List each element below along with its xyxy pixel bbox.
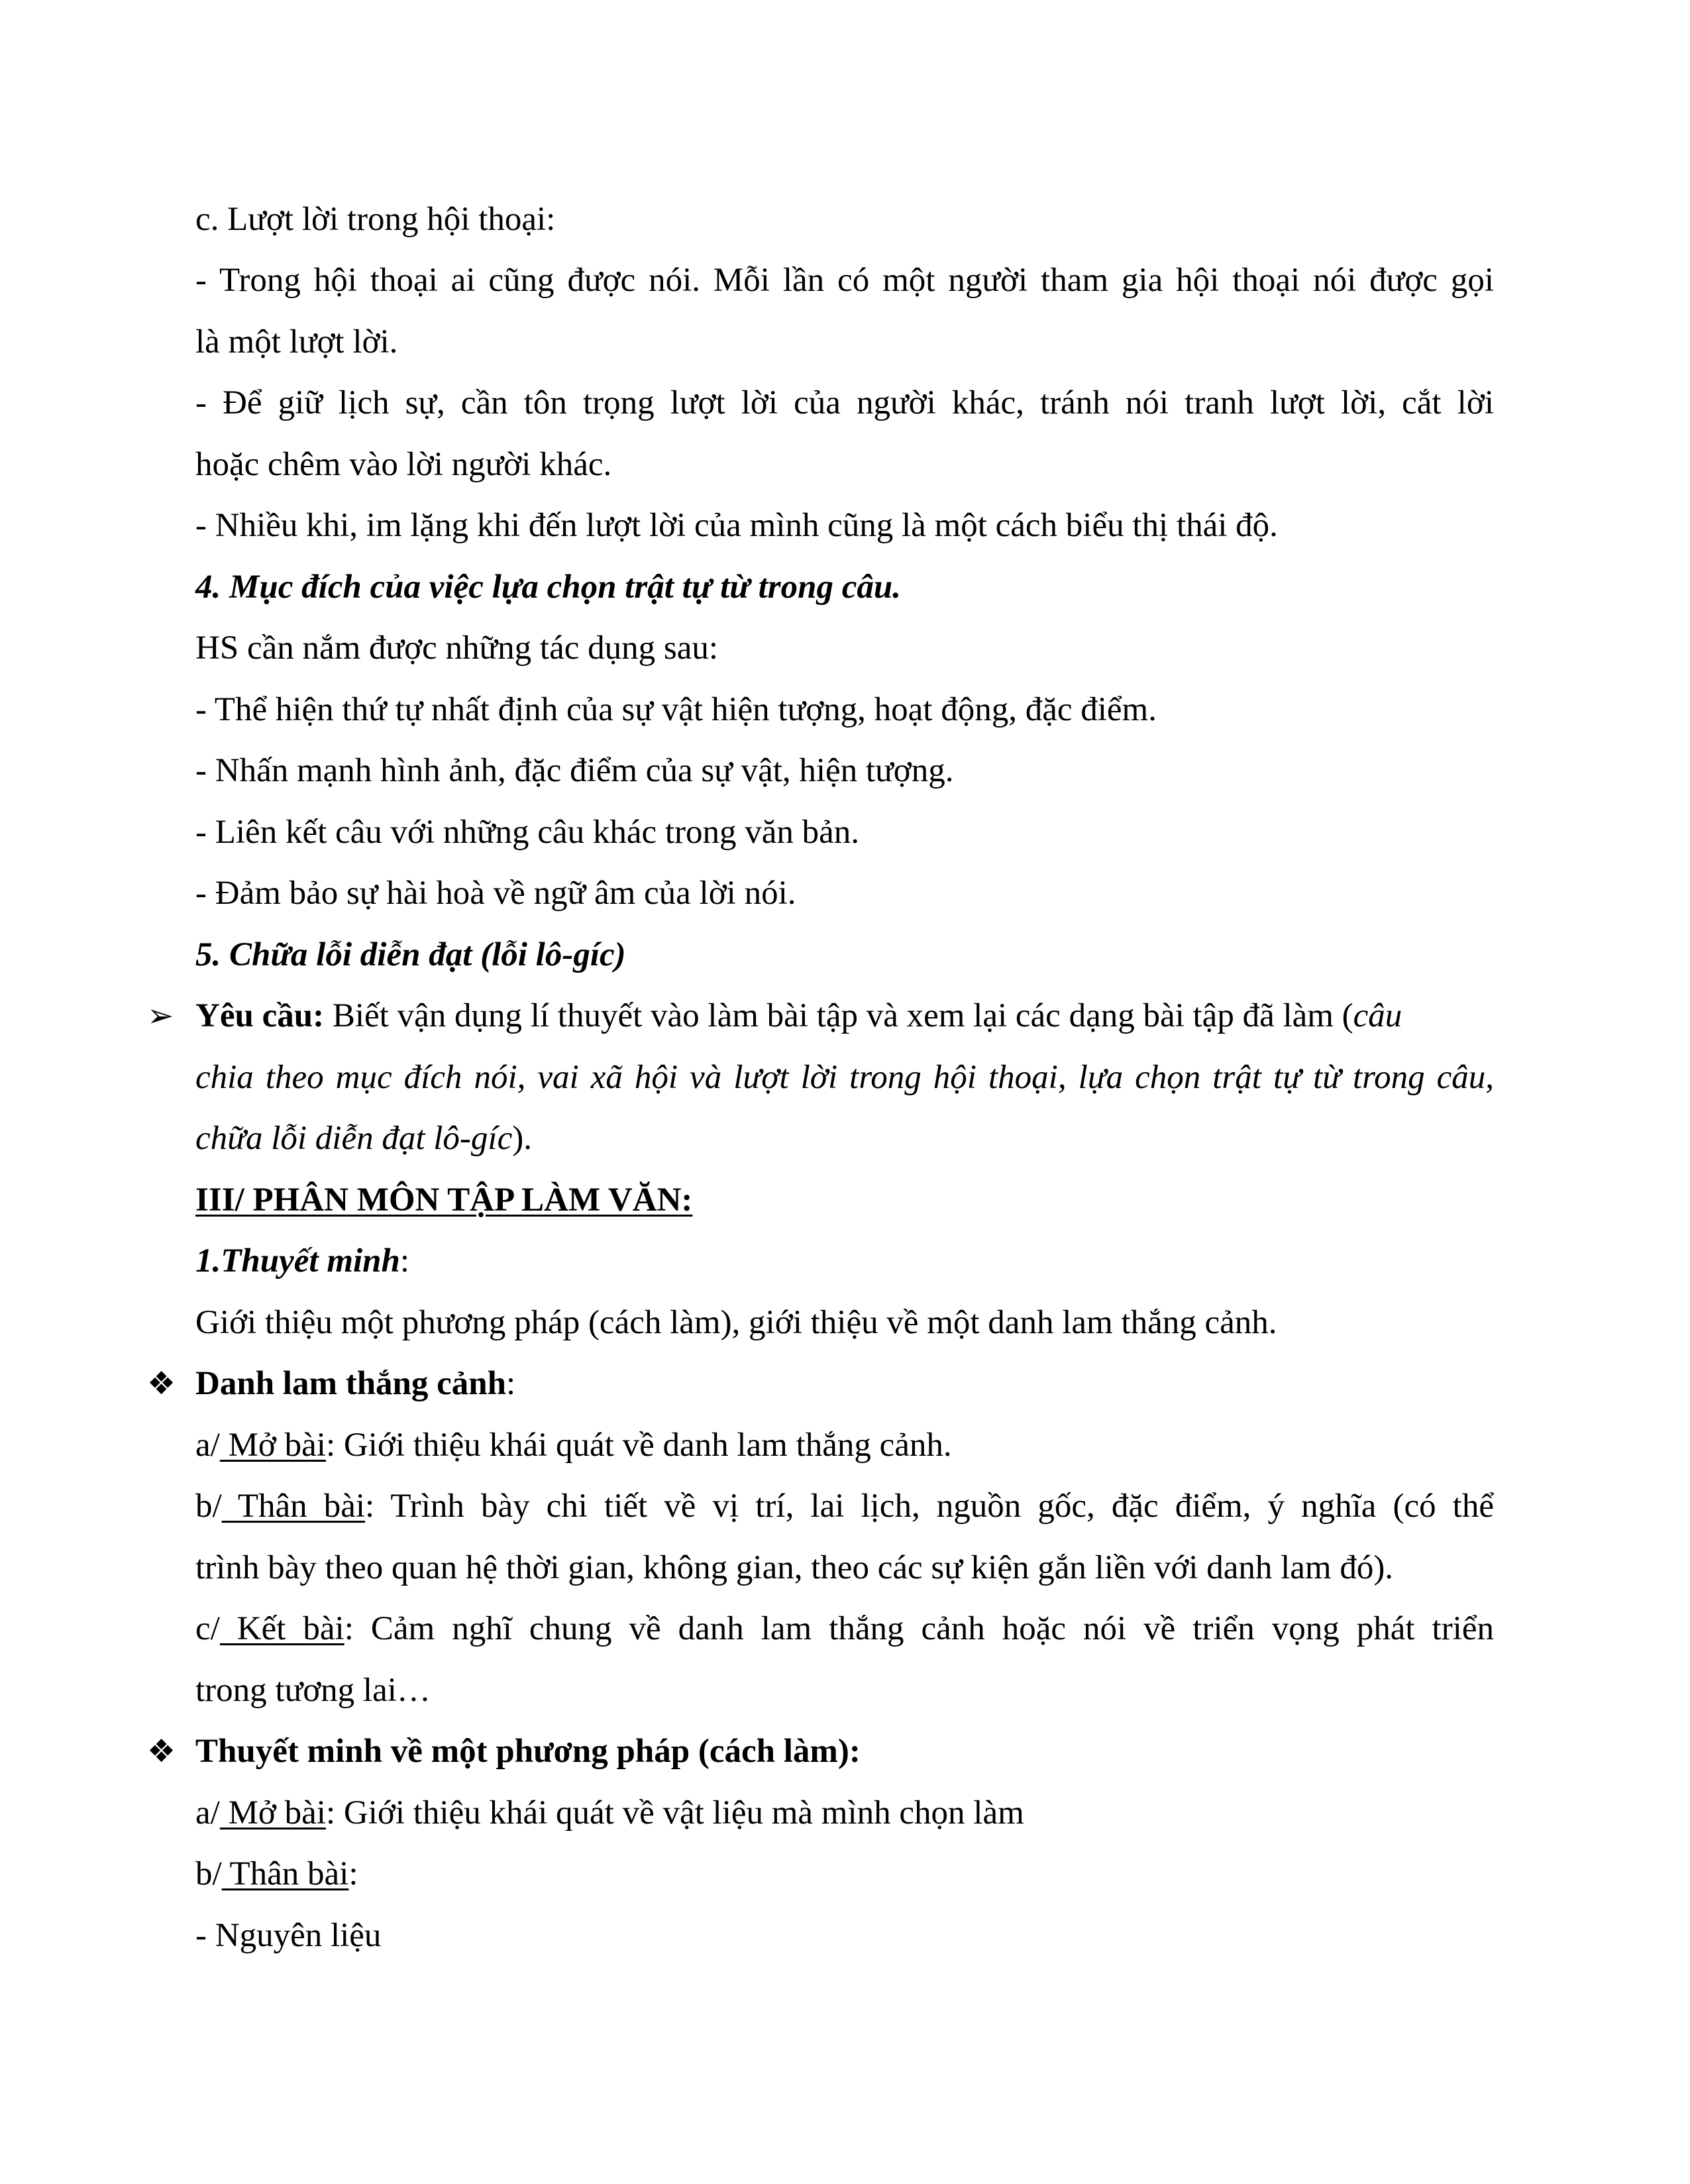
sub1-colon: :	[399, 1242, 410, 1280]
b-label: Thân bài	[221, 1488, 366, 1525]
arrow-bullet-icon: ➢	[147, 997, 174, 1034]
section-4-heading: 4. Mục đích của việc lựa chọn trật tự từ trong câu.	[195, 569, 901, 606]
section-c-p2-line2: hoặc chêm vào lời người khác.	[195, 446, 612, 483]
danh-lam-heading: Danh lam thắng cảnh	[195, 1365, 507, 1402]
requirement-line3	[195, 1118, 1494, 1159]
section-c-p3: - Nhiều khi, im lặng khi đến lượt lời của mình cũng là một cách biểu thị thái độ.	[195, 507, 1278, 544]
requirement-italic-end: chữa lỗi diễn đạt lô-gíc	[195, 1120, 513, 1157]
section-c-heading: c. Lượt lời trong hội thoại:	[195, 201, 556, 238]
b-text: :	[348, 1855, 358, 1892]
diamond-bullet-icon: ❖	[147, 1365, 176, 1402]
requirement-label: Yêu cầu:	[195, 997, 325, 1034]
c-text: : Cảm nghĩ chung về danh lam thắng cảnh hoặc nói về triển vọng phát triển	[344, 1610, 1494, 1647]
a-prefix: a/	[195, 1427, 220, 1464]
section-5-heading: 5. Chữa lỗi diễn đạt (lỗi lô-gíc)	[195, 936, 626, 973]
a-label: Mở bài	[219, 1794, 326, 1831]
a-label: Mở bài	[219, 1427, 326, 1464]
requirement-italic: câu	[1353, 997, 1402, 1034]
phuong-phap-heading: Thuyết minh về một phương pháp (cách làm):	[195, 1733, 861, 1770]
danh-lam-a	[195, 1425, 1494, 1466]
phuong-phap-a	[195, 1792, 1494, 1833]
danh-lam-heading-line	[195, 1363, 1494, 1404]
phuong-phap-item1: - Nguyên liệu	[195, 1917, 382, 1954]
b-prefix: b/	[195, 1855, 222, 1892]
b-text: : Trình bày chi tiết về vị trí, lai lịch, nguồn gốc, đặc điểm, ý nghĩa (có thể	[365, 1488, 1494, 1525]
a-text: : Giới thiệu khái quát về vật liệu mà mình chọn làm	[325, 1794, 1024, 1831]
b-prefix: b/	[195, 1488, 222, 1525]
sub1-label: 1.Thuyết minh	[195, 1242, 400, 1280]
section-III-sub1-text: Giới thiệu một phương pháp (cách làm), giới thiệu về một danh lam thắng cảnh.	[195, 1304, 1277, 1341]
b-label: Thân bài	[221, 1855, 349, 1892]
section-4-item: - Thể hiện thứ tự nhất định của sự vật hiện tượng, hoạt động, đặc điểm.	[195, 691, 1157, 728]
section-III-sub1	[195, 1240, 1494, 1282]
section-III-heading: III/ PHÂN MÔN TẬP LÀM VĂN:	[195, 1181, 693, 1219]
requirement-line2: chia theo mục đích nói, vai xã hội và lượt lời trong hội thoại, lựa chọn trật tự từ trong câu,	[195, 1059, 1494, 1096]
danh-lam-c-line2: trong tương lai…	[195, 1672, 431, 1709]
c-prefix: c/	[195, 1610, 220, 1647]
section-4-item: - Liên kết câu với những câu khác trong văn bản.	[195, 814, 860, 851]
danh-lam-c-line1	[195, 1608, 1494, 1649]
danh-lam-b-line2: trình bày theo quan hệ thời gian, không gian, theo các sự kiện gắn liền với danh lam đó).	[195, 1549, 1394, 1586]
section-c-p1-line2: là một lượt lời.	[195, 323, 398, 360]
diamond-bullet-icon: ❖	[147, 1733, 176, 1770]
section-4-item: - Nhấn mạnh hình ảnh, đặc điểm của sự vật, hiện tượng.	[195, 752, 954, 789]
section-4-intro: HS cần nắm được những tác dụng sau:	[195, 629, 719, 667]
danh-lam-b-line1	[195, 1486, 1494, 1527]
a-prefix: a/	[195, 1794, 220, 1831]
section-c-p1-line1: - Trong hội thoại ai cũng được nói. Mỗi lần có một người tham gia hội thoại nói được gọi	[195, 262, 1494, 299]
requirement-line1	[195, 995, 1494, 1036]
requirement-text: Biết vận dụng lí thuyết vào làm bài tập và xem lại các dạng bài tập đã làm (	[324, 997, 1353, 1034]
phuong-phap-b	[195, 1853, 1494, 1894]
danh-lam-colon: :	[506, 1365, 516, 1402]
c-label: Kết bài	[219, 1610, 344, 1647]
section-4-item: - Đảm bảo sự hài hoà về ngữ âm của lời nói.	[195, 875, 796, 912]
requirement-end: ).	[512, 1120, 532, 1157]
section-c-p2-line1: - Để giữ lịch sự, cần tôn trọng lượt lời của người khác, tránh nói tranh lượt lời, cắt lời	[195, 384, 1494, 421]
a-text: : Giới thiệu khái quát về danh lam thắng cảnh.	[325, 1427, 952, 1464]
